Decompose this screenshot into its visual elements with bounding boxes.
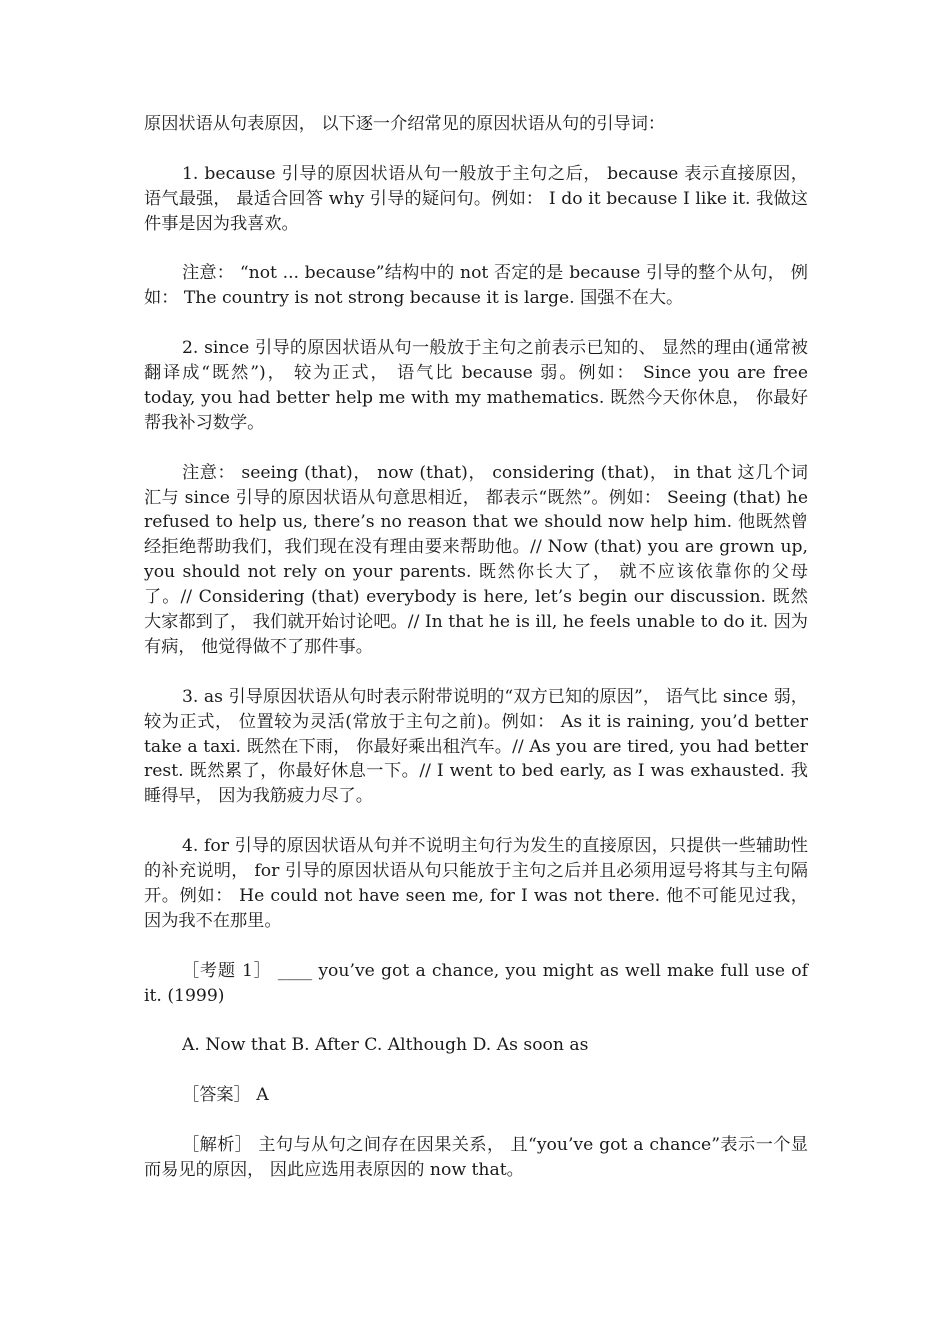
- because-paragraph: 1. because 引导的原因状语从句一般放于主句之后， because 表示直接原因， 语气最强， 最适合回答 why 引导的疑问句。例如： I do it because I like it. 我做这件事是因为我喜欢。: [144, 163, 808, 234]
- document-page: [144, 112, 808, 1208]
- as-paragraph: 3. as 引导原因状语从句时表示附带说明的“双方已知的原因”， 语气比 since 弱， 较为正式， 位置较为灵活(常放于主句之前)。例如： As it is raining, you’d better take a taxi. 既然在下雨， 你最好乘出租汽车。// As you are tired, you had better rest. 既然累了，你最好休息一下。// I went to bed early, as I was exhausted. 我睡得早， 因为我筋疲力尽了。: [144, 686, 808, 807]
- answer-paragraph: ［答案］ A: [182, 1085, 269, 1106]
- analysis-paragraph: ［解析］ 主句与从句之间存在因果关系， 且“you’ve got a chance”表示一个显而易见的原因， 因此应选用表原因的 now that。: [144, 1135, 808, 1180]
- because-note-paragraph: 注意： “not ... because”结构中的 not 否定的是 because 引导的整个从句， 例如： The country is not strong because it is large. 国强不在大。: [144, 263, 808, 309]
- exam-options-paragraph: A. Now that B. After C. Although D. As soon as: [182, 1035, 589, 1056]
- intro-paragraph: 原因状语从句表原因， 以下逐一介绍常见的原因状语从句的引导词：: [144, 114, 666, 134]
- for-paragraph: 4. for 引导的原因状语从句并不说明主句行为发生的直接原因，只提供一些辅助性的补充说明， for 引导的原因状语从句只能放于主句之后并且必须用逗号将其与主句隔开。例如： He could not have seen me, for I was not there. 他不可能见过我， 因为我不在那里。: [144, 836, 808, 931]
- exam-question-paragraph: ［考题 1］ ____ you’ve got a chance, you might as well make full use of it. (1999): [144, 960, 808, 1006]
- since-note-paragraph: 注意： seeing (that)， now (that)， considering (that)， in that 这几个词汇与 since 引导的原因状语从句意思相近， 都表示“既然”。例如： Seeing (that) he refused to help us, there’s no reason that we should now help him. 他既然曾经拒绝帮助我们，我们现在没有理由要来帮助他。// Now (that) you are grown up, you should not rely on your parents. 既然你长大了， 就不应该依靠你的父母了。// Considering (that) everybody is here, let’s begin our discussion. 既然大家都到了， 我们就开始讨论吧。// In that he is ill, he feels unable to do it. 因为有病， 他觉得做不了那件事。: [144, 462, 808, 657]
- since-paragraph: 2. since 引导的原因状语从句一般放于主句之前表示已知的、 显然的理由(通常被翻译成“既然”)， 较为正式， 语气比 because 弱。例如： Since you are free today, you had better help me with my mathematics. 既然今天你休息， 你最好帮我补习数学。: [144, 338, 808, 433]
